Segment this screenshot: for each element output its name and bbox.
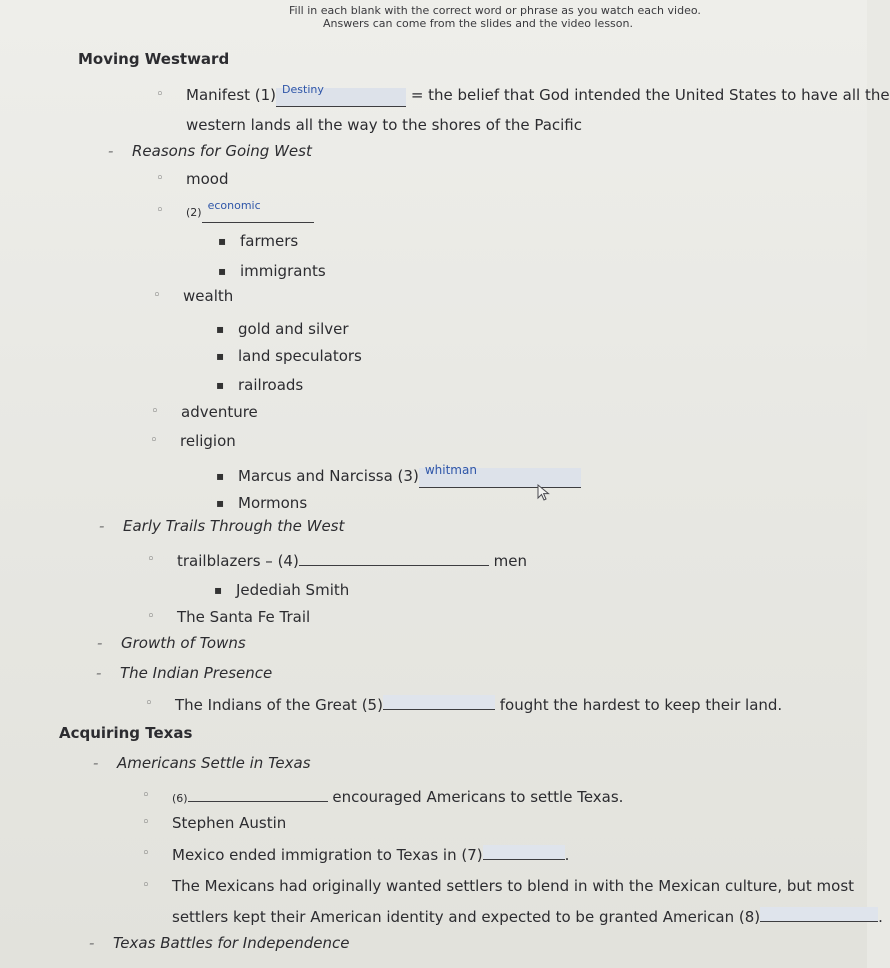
blank-3[interactable]	[419, 463, 581, 488]
q6-line	[172, 787, 623, 808]
blank-4[interactable]	[299, 551, 489, 566]
item-stephen-austin: ◦ Stephen Austin	[172, 814, 286, 832]
item-farmers: ▪ farmers	[240, 232, 298, 250]
q7-line	[172, 845, 569, 864]
item-immigrants: ▪ immigrants	[240, 262, 326, 280]
blank-1[interactable]	[276, 83, 406, 107]
heading-americans-settle: - Americans Settle in Texas	[117, 754, 311, 772]
indians-prefix: The Indians of the Great (5)	[175, 696, 383, 714]
mouse-pointer-icon	[537, 484, 551, 502]
mexicans-line-2	[172, 907, 883, 926]
manifest-definition: = the belief that God intended the United States to have all the	[410, 86, 890, 104]
instructions-line-2: Answers can come from the slides and the video lesson.	[323, 17, 633, 30]
economic-line	[186, 199, 314, 223]
q6-suffix: encouraged Americans to settle Texas.	[332, 788, 624, 806]
item-santa-fe: ◦ The Santa Fe Trail	[177, 608, 310, 626]
item-mormons: ▪ Mormons	[238, 494, 307, 512]
heading-growth-of-towns: - Growth of Towns	[121, 634, 246, 652]
heading-acquiring-texas: Acquiring Texas	[59, 724, 193, 742]
heading-moving-westward: Moving Westward	[78, 50, 230, 68]
item-religion: ◦ religion	[180, 432, 236, 450]
item-wealth: ◦ wealth	[183, 287, 233, 305]
item-railroads: ▪ railroads	[238, 376, 303, 394]
answer-1: Destiny	[282, 83, 324, 96]
blank-6[interactable]	[188, 787, 328, 802]
marcus-prefix: Marcus and Narcissa (3)	[238, 467, 419, 485]
q7-prefix: Mexico ended immigration to Texas in (7)	[172, 846, 483, 864]
item-adventure: ◦ adventure	[181, 403, 258, 421]
blank-8[interactable]	[760, 907, 878, 922]
item-land: ▪ land speculators	[238, 347, 362, 365]
answer-3: whitman	[424, 463, 477, 477]
instructions-line-1: Fill in each blank with the correct word or phrase as you watch each video.	[289, 4, 701, 17]
economic-prefix: (2)	[186, 206, 202, 219]
answer-2: economic	[207, 199, 261, 212]
q7-suffix: .	[564, 846, 570, 864]
blank-7[interactable]	[483, 845, 565, 860]
indians-line	[175, 695, 782, 714]
manifest-line	[186, 83, 890, 107]
trailblazers-prefix: trailblazers – (4)	[177, 552, 299, 570]
blank-2[interactable]	[202, 199, 314, 223]
trailblazers-line	[177, 551, 527, 570]
trailblazers-suffix: men	[493, 552, 527, 570]
heading-texas-battles: - Texas Battles for Independence	[113, 934, 349, 952]
heading-indian-presence: - The Indian Presence	[120, 664, 272, 682]
marcus-line	[238, 463, 581, 488]
manifest-prefix: Manifest (1)	[186, 86, 277, 104]
mexicans-line-1: ◦ The Mexicans had originally wanted settlers to blend in with the Mexican culture, but most	[172, 877, 854, 895]
mexicans-line-2-text: settlers kept their American identity and expected to be granted American (8)	[172, 908, 761, 926]
mexicans-suffix: .	[878, 908, 883, 926]
item-jedediah: ▪ Jedediah Smith	[236, 581, 349, 599]
heading-reasons: - Reasons for Going West	[132, 142, 312, 160]
item-mood: ◦ mood	[186, 170, 229, 188]
indians-suffix: fought the hardest to keep their land.	[499, 696, 783, 714]
q6-prefix: (6)	[172, 792, 188, 805]
item-gold: ▪ gold and silver	[238, 320, 349, 338]
heading-early-trails: - Early Trails Through the West	[123, 517, 344, 535]
blank-5[interactable]	[383, 695, 495, 710]
manifest-definition-2: western lands all the way to the shores of the Pacific	[186, 116, 582, 134]
